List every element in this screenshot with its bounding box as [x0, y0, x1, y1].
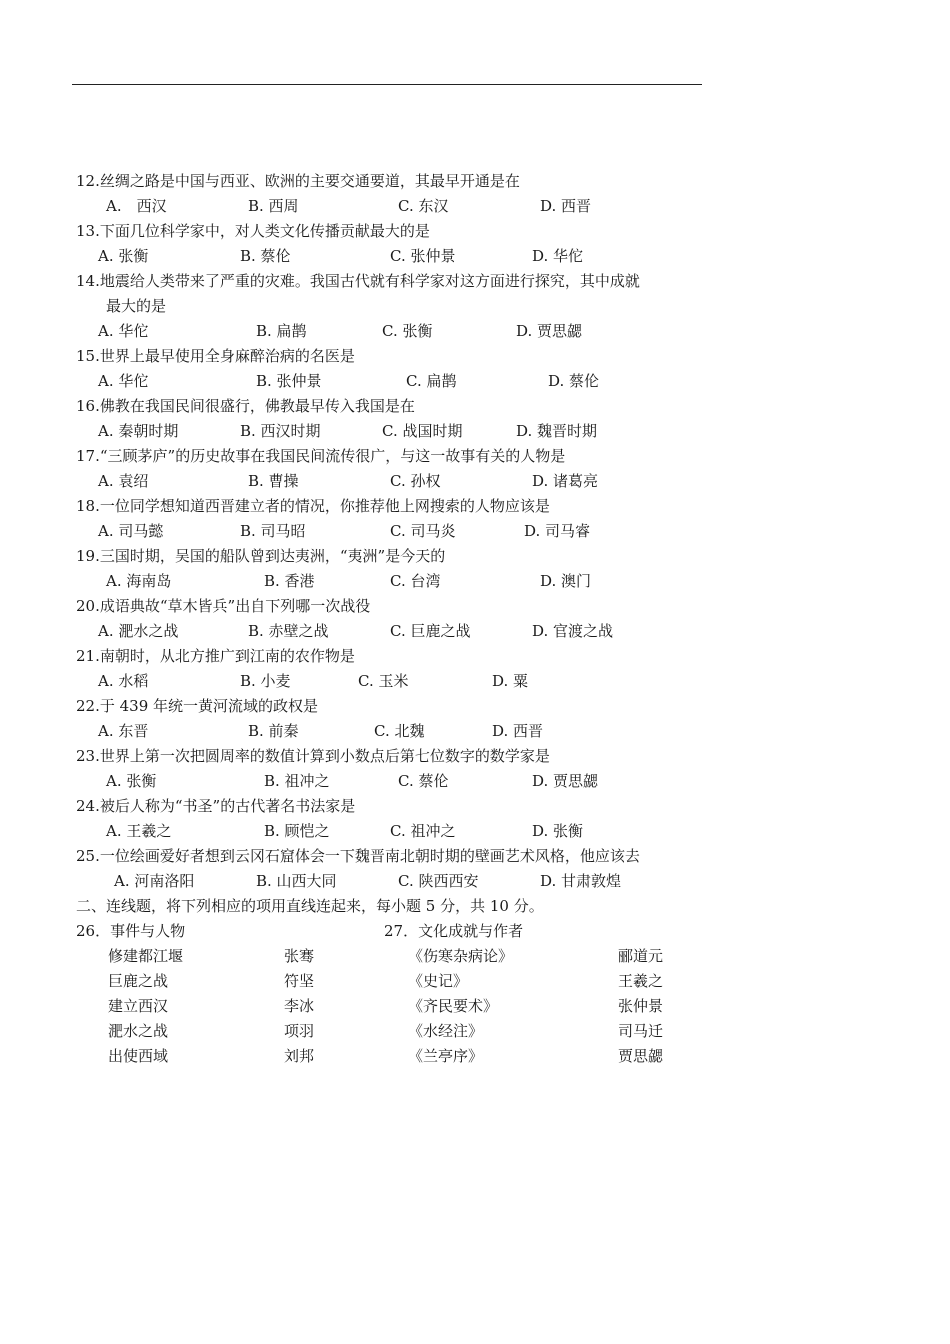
question-20-option-c: C. 巨鹿之战: [390, 622, 471, 640]
author-item: 贾思勰: [618, 1047, 664, 1065]
question-13-option-a: A. 张衡: [98, 247, 149, 265]
question-18-option-a: A. 司马懿: [98, 522, 164, 540]
question-20-option-d: D. 官渡之战: [532, 622, 614, 640]
event-item: 修建都江堰: [108, 947, 184, 965]
header-rule: [72, 84, 702, 85]
question-26-title: 26．事件与人物: [76, 922, 186, 940]
work-item: 《齐民要术》: [408, 997, 499, 1015]
question-17-stem: 17.“三顾茅庐”的历史故事在我国民间流传很广，与这一故事有关的人物是: [76, 447, 566, 465]
question-18-option-c: C. 司马炎: [390, 522, 456, 540]
question-14-option-d: D. 贾思勰: [516, 322, 583, 340]
question-25-option-c: C. 陕西西安: [398, 872, 479, 890]
work-item: 《水经注》: [408, 1022, 484, 1040]
question-20-option-b: B. 赤壁之战: [248, 622, 329, 640]
question-25-stem: 25.一位绘画爱好者想到云冈石窟体会一下魏晋南北朝时期的壁画艺术风格，他应该去: [76, 847, 640, 865]
question-23-option-d: D. 贾思勰: [532, 772, 599, 790]
question-12-stem: 12.丝绸之路是中国与西亚、欧洲的主要交通要道，其最早开通是在: [76, 172, 520, 190]
question-13-option-c: C. 张仲景: [390, 247, 456, 265]
question-22-option-a: A. 东晋: [98, 722, 149, 740]
question-13-option-d: D. 华佗: [532, 247, 584, 265]
question-16-option-b: B. 西汉时期: [240, 422, 321, 440]
question-21-option-d: D. 粟: [492, 672, 529, 690]
question-16-option-d: D. 魏晋时期: [516, 422, 598, 440]
question-21-option-b: B. 小麦: [240, 672, 291, 690]
event-item: 出使西域: [108, 1047, 169, 1065]
question-15-option-a: A. 华佗: [98, 372, 149, 390]
question-17-option-c: C. 孙权: [390, 472, 441, 490]
work-item: 《兰亭序》: [408, 1047, 484, 1065]
section-2-heading: 二、连线题，将下列相应的项用直线连起来，每小题 5 分，共 10 分。: [76, 897, 544, 915]
question-24-option-c: C. 祖冲之: [390, 822, 456, 840]
question-22-stem: 22.于 439 年统一黄河流域的政权是: [76, 697, 319, 715]
question-23-stem: 23.世界上第一次把圆周率的数值计算到小数点后第七位数字的数学家是: [76, 747, 550, 765]
question-25-option-d: D. 甘肃敦煌: [540, 872, 622, 890]
event-item: 巨鹿之战: [108, 972, 169, 990]
question-14-stem: 14.地震给人类带来了严重的灾难。我国古代就有科学家对这方面进行探究，其中成就: [76, 272, 640, 290]
question-16-option-a: A. 秦朝时期: [98, 422, 179, 440]
question-24-option-b: B. 顾恺之: [264, 822, 330, 840]
question-15-option-c: C. 扁鹊: [406, 372, 457, 390]
question-17-option-a: A. 袁绍: [98, 472, 149, 490]
question-17-option-b: B. 曹操: [248, 472, 299, 490]
question-19-stem: 19.三国时期，吴国的船队曾到达夷洲，“夷洲”是今天的: [76, 547, 446, 565]
question-18-stem: 18.一位同学想知道西晋建立者的情况，你推荐他上网搜索的人物应该是: [76, 497, 550, 515]
question-13-stem: 13.下面几位科学家中，对人类文化传播贡献最大的是: [76, 222, 430, 240]
question-19-option-b: B. 香港: [264, 572, 315, 590]
question-17-option-d: D. 诸葛亮: [532, 472, 599, 490]
author-item: 张仲景: [618, 997, 664, 1015]
question-23-option-c: C. 蔡伦: [398, 772, 449, 790]
question-21-option-a: A. 水稻: [98, 672, 149, 690]
author-item: 司马迁: [618, 1022, 664, 1040]
person-item: 项羽: [284, 1022, 315, 1040]
question-12-option-a: A. 西汉: [106, 197, 167, 215]
question-21-stem: 21.南朝时，从北方推广到江南的农作物是: [76, 647, 355, 665]
author-item: 王羲之: [618, 972, 664, 990]
question-14-option-b: B. 扁鹊: [256, 322, 307, 340]
person-item: 张骞: [284, 947, 315, 965]
question-15-option-d: D. 蔡伦: [548, 372, 600, 390]
question-24-stem: 24.被后人称为“书圣”的古代著名书法家是: [76, 797, 356, 815]
question-25-option-a: A. 河南洛阳: [114, 872, 195, 890]
question-15-stem: 15.世界上最早使用全身麻醉治病的名医是: [76, 347, 355, 365]
question-24-option-d: D. 张衡: [532, 822, 584, 840]
question-18-option-b: B. 司马昭: [240, 522, 306, 540]
event-item: 淝水之战: [108, 1022, 169, 1040]
question-20-option-a: A. 淝水之战: [98, 622, 179, 640]
question-16-stem: 16.佛教在我国民间很盛行，佛教最早传入我国是在: [76, 397, 415, 415]
question-12-option-b: B. 西周: [248, 197, 299, 215]
question-19-option-a: A. 海南岛: [106, 572, 172, 590]
question-22-option-b: B. 前秦: [248, 722, 299, 740]
question-27-title: 27．文化成就与作者: [384, 922, 524, 940]
question-16-option-c: C. 战国时期: [382, 422, 463, 440]
person-item: 刘邦: [284, 1047, 315, 1065]
work-item: 《伤寒杂病论》: [408, 947, 514, 965]
question-25-option-b: B. 山西大同: [256, 872, 337, 890]
question-12-option-d: D. 西晋: [540, 197, 592, 215]
question-14-stem-continued: 最大的是: [106, 297, 167, 315]
question-22-option-d: D. 西晋: [492, 722, 544, 740]
question-14-option-c: C. 张衡: [382, 322, 433, 340]
event-item: 建立西汉: [108, 997, 169, 1015]
question-24-option-a: A. 王羲之: [106, 822, 172, 840]
question-13-option-b: B. 蔡伦: [240, 247, 291, 265]
work-item: 《史记》: [408, 972, 469, 990]
question-12-option-c: C. 东汉: [398, 197, 449, 215]
person-item: 李冰: [284, 997, 315, 1015]
author-item: 郦道元: [618, 947, 664, 965]
question-22-option-c: C. 北魏: [374, 722, 425, 740]
question-23-option-a: A. 张衡: [106, 772, 157, 790]
question-23-option-b: B. 祖冲之: [264, 772, 330, 790]
question-20-stem: 20.成语典故“草木皆兵”出自下列哪一次战役: [76, 597, 371, 615]
question-15-option-b: B. 张仲景: [256, 372, 322, 390]
question-18-option-d: D. 司马睿: [524, 522, 591, 540]
question-19-option-d: D. 澳门: [540, 572, 592, 590]
person-item: 符坚: [284, 972, 315, 990]
question-21-option-c: C. 玉米: [358, 672, 409, 690]
question-14-option-a: A. 华佗: [98, 322, 149, 340]
question-19-option-c: C. 台湾: [390, 572, 441, 590]
